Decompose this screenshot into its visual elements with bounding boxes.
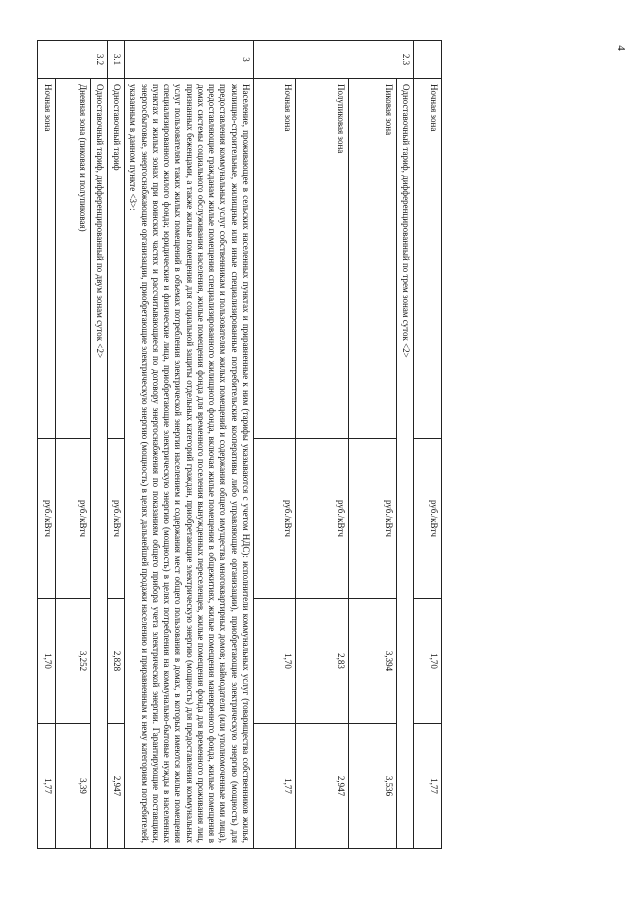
row-value-2: 2,947 bbox=[296, 724, 349, 849]
table-row bbox=[38, 41, 56, 849]
row-unit: руб./кВтч bbox=[38, 439, 56, 599]
table-row bbox=[254, 41, 296, 849]
rotated-page-content bbox=[43, 40, 442, 848]
row-unit: руб./кВтч bbox=[414, 439, 442, 599]
row-value-2: 3,536 bbox=[349, 724, 397, 849]
row-name: Дневная зона (пиковая и полупиковая) bbox=[56, 79, 91, 439]
row-value-2: 1,77 bbox=[38, 724, 56, 849]
row-number: 3.1 bbox=[108, 41, 125, 79]
table-row bbox=[296, 41, 349, 849]
row-name: Ночная зона bbox=[414, 79, 442, 439]
row-number: 2.3 bbox=[254, 41, 414, 79]
row-number: 3 bbox=[125, 41, 254, 79]
row-unit: руб./кВтч bbox=[349, 439, 397, 599]
table-row bbox=[349, 41, 397, 849]
row-name: Одноставочный тариф bbox=[108, 79, 125, 439]
table-row bbox=[397, 41, 414, 849]
row-number bbox=[414, 41, 442, 79]
row-value-2: 1,77 bbox=[414, 724, 442, 849]
row-section-header: Одноставочный тариф, дифференцированный по двум зонам суток <2> bbox=[91, 79, 108, 849]
table-row bbox=[125, 41, 254, 849]
row-name: Пиковая зона bbox=[349, 79, 397, 439]
table-row bbox=[91, 41, 108, 849]
row-value-2: 2,947 bbox=[108, 724, 125, 849]
page-number: 4 bbox=[614, 45, 627, 51]
row-value-1: 3,394 bbox=[349, 599, 397, 724]
row-name: Ночная зона bbox=[254, 79, 296, 439]
row-name: Полупиковая зона bbox=[296, 79, 349, 439]
table-row bbox=[414, 41, 442, 849]
table-row bbox=[56, 41, 91, 849]
row-unit: руб./кВтч bbox=[296, 439, 349, 599]
row-value-1: 1,70 bbox=[254, 599, 296, 724]
table-row bbox=[108, 41, 125, 849]
row-value-2: 3,39 bbox=[56, 724, 91, 849]
category-description: Население, проживающее в сельских населенных пунктах и приравненные к ним (тарифы указываются с учетом НДС): исполнители коммунальных услуг (товарищества собственников жилья, жилищно-строительные, жилищные или иные специализированные потребительские кооперативы либо управляющие организации), приобретающие электрическую энергию (мощность) для предоставления коммунальных услуг собственникам и пользователям жилых помещений и содержания общего имущества многоквартирных домов; наймодатели (или уполномоченные ими лица), предоставляющие гражданам жилые помещения специализированного жилищного фонда, включая жилые помещения в общежитиях, жилые помещения маневренного фонда, жилые помещения в домах системы социального обслуживания населения, жилые помещения фонда для временного поселения вынужденных переселенцев, жилые помещения фонда для временного проживания лиц, признанных беженцами, а также жилые помещения для социальной защиты отдельных категорий граждан, приобретающие электрическую энергию (мощность) для предоставления коммунальных услуг пользователям таких жилых помещений в объемах потребления электрической энергии населением и содержания мест общего пользования в домах, в которых имеются жилые помещения специализированного жилого фонда; юридические и физические лица, приобретающие электрическую энергию (мощность) в целях потребления на коммунально-бытовые нужды в населенных пунктах и жилых зонах при воинских частях и рассчитывающиеся по договору энергоснабжения по показаниям общего прибора учета электрической энергии. Гарантирующие поставщики, энергосбытовые, энергоснабжающие организации, приобретающие электрическую энергию (мощность) в целях дальнейшей продажи населению и приравненным к нему категориям потребителей, указанным в данном пункте <3>: bbox=[125, 79, 254, 849]
row-unit: руб./кВтч bbox=[254, 439, 296, 599]
row-value-1: 1,70 bbox=[414, 599, 442, 724]
row-number: 3.2 bbox=[38, 41, 108, 79]
row-value-2: 1,77 bbox=[254, 724, 296, 849]
row-value-1: 2,828 bbox=[108, 599, 125, 724]
tariff-table bbox=[37, 40, 442, 849]
row-unit: руб./кВтч bbox=[108, 439, 125, 599]
row-value-1: 2,83 bbox=[296, 599, 349, 724]
row-value-1: 3,252 bbox=[56, 599, 91, 724]
row-unit: руб./кВтч bbox=[56, 439, 91, 599]
row-name: Ночная зона bbox=[38, 79, 56, 439]
row-section-header: Одноставочный тариф, дифференцированный по трем зонам суток <2> bbox=[397, 79, 414, 849]
row-value-1: 1,70 bbox=[38, 599, 56, 724]
